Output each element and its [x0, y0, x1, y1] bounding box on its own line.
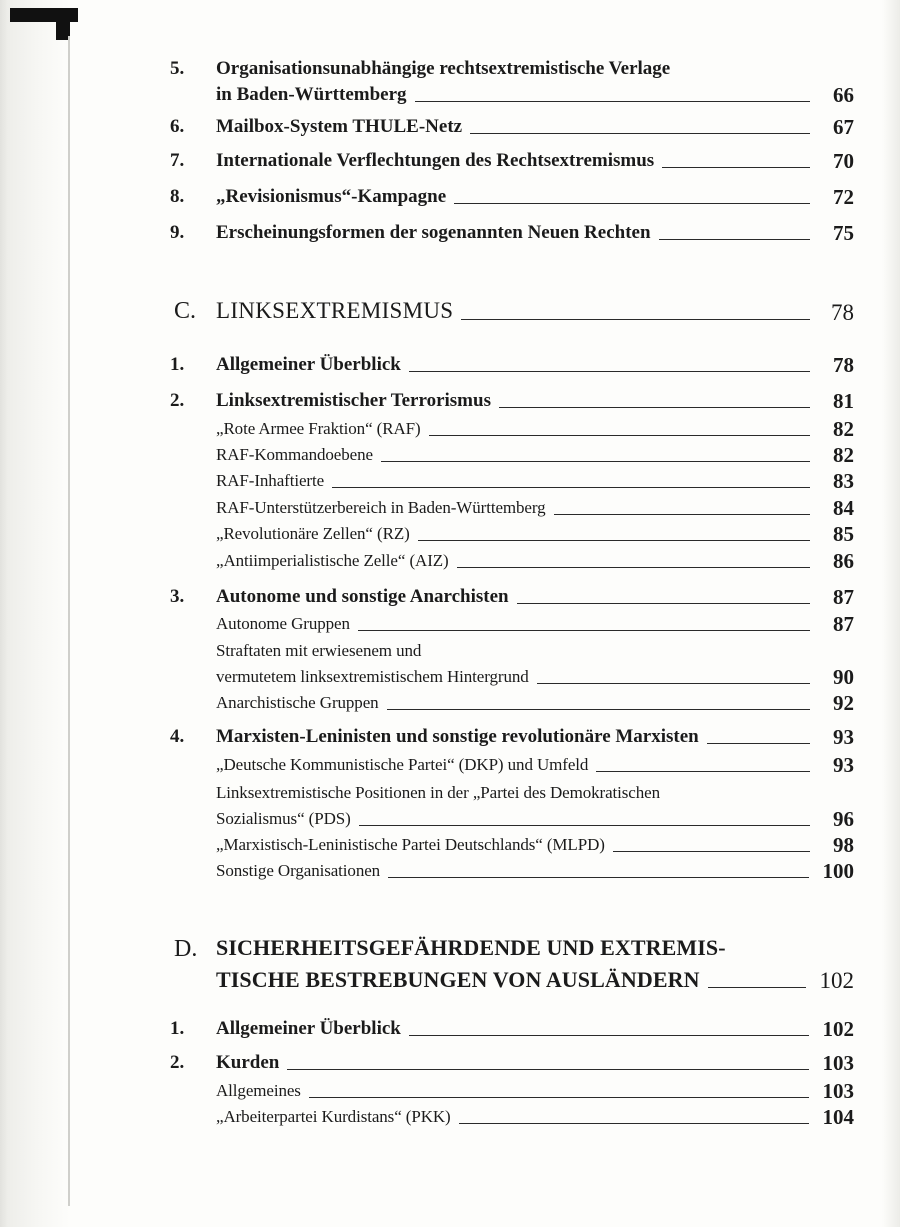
toc-entry-page-number: 66 [833, 83, 854, 107]
toc-entry-title: Linksextremistischer Terrorismus [216, 390, 491, 411]
toc-entry-page-number: 78 [833, 353, 854, 377]
toc-entry-number: 6. [170, 116, 185, 137]
toc-entry-page-number: 84 [833, 496, 854, 520]
toc-leader-line [659, 239, 810, 240]
toc-entry-title-line1: Organisationsunabhängige rechtsextremistische Verlage [216, 58, 671, 79]
toc-entry-page-number: 93 [833, 725, 854, 749]
toc-leader-line [461, 319, 810, 320]
toc-entry-title: LINKSEXTREMISMUS [216, 298, 454, 323]
toc-leader-line [409, 371, 810, 372]
toc-entry-page-number: 85 [833, 522, 854, 546]
toc-entry-page-number: 83 [833, 469, 854, 493]
toc-entry-title: vermutetem linksextremistischem Hintergrund [216, 667, 529, 686]
toc-entry-page-number: 102 [819, 968, 854, 993]
toc-entry-page-number: 93 [833, 753, 854, 777]
toc-entry-title: Autonome und sonstige Anarchisten [216, 586, 509, 607]
toc-entry-page-number: 87 [833, 612, 854, 636]
toc-leader-line [662, 167, 810, 168]
toc-leader-line [309, 1097, 809, 1098]
toc-entry-number: 2. [170, 390, 185, 411]
toc-entry-number: 4. [170, 726, 185, 747]
toc-entry-number: 8. [170, 186, 185, 207]
toc-entry-title: in Baden-Württemberg [216, 84, 407, 105]
toc-entry-title-line1: SICHERHEITSGEFÄHRDENDE UND EXTREMIS- [216, 935, 726, 960]
toc-leader-line [554, 514, 810, 515]
toc-entry-title: Sozialismus“ (PDS) [216, 809, 351, 828]
toc-entry-title: „Rote Armee Fraktion“ (RAF) [216, 419, 421, 438]
toc-entry-page-number: 98 [833, 833, 854, 857]
toc-entry-page-number: 75 [833, 221, 854, 245]
toc-entry-page-number: 86 [833, 549, 854, 573]
toc-entry-title: RAF-Kommandoebene [216, 445, 373, 464]
toc-entry-title: „Revolutionäre Zellen“ (RZ) [216, 524, 410, 543]
toc-leader-line [387, 709, 810, 710]
toc-leader-line [459, 1123, 809, 1124]
toc-entry-title: Sonstige Organisationen [216, 861, 381, 880]
toc-entry-page-number: 78 [831, 300, 854, 325]
toc-leader-line [409, 1035, 809, 1036]
toc-entry-number: 1. [170, 354, 185, 375]
toc-entry-title-line1: Linksextremistische Positionen in der „Partei des Demokratischen [216, 783, 660, 802]
toc-leader-line [388, 877, 808, 878]
toc-leader-line [537, 683, 810, 684]
toc-entry-number: 1. [170, 1018, 185, 1039]
toc-entry-title: „Revisionismus“-Kampagne [216, 186, 447, 207]
toc-entry-page-number: 90 [833, 665, 854, 689]
toc-entry-number: 5. [170, 58, 185, 79]
toc-leader-line [381, 461, 810, 462]
toc-leader-line [429, 435, 810, 436]
toc-leader-line [454, 203, 810, 204]
toc-entry-page-number: 87 [833, 585, 854, 609]
toc-entry-title: Allgemeiner Überblick [216, 354, 401, 375]
toc-entry-title: „Deutsche Kommunistische Partei“ (DKP) und Umfeld [216, 755, 589, 774]
toc-entry-title: Anarchistische Gruppen [216, 693, 379, 712]
toc-entry-title: Marxisten-Leninisten und sonstige revolutionäre Marxisten [216, 726, 699, 747]
toc-entry-page-number: 92 [833, 691, 854, 715]
toc-entry-title: „Arbeiterpartei Kurdistans“ (PKK) [216, 1107, 451, 1126]
toc-entry-title: Kurden [216, 1052, 280, 1073]
toc-entry-title: TISCHE BESTREBUNGEN VON AUSLÄNDERN [216, 967, 700, 992]
toc-leader-line [359, 825, 810, 826]
toc-entry-page-number: 70 [833, 149, 854, 173]
toc-leader-line [517, 603, 810, 604]
toc-entry-page-number: 104 [822, 1105, 854, 1129]
toc-leader-line [470, 133, 810, 134]
toc-entry-number: 9. [170, 222, 185, 243]
toc-entry-title: Erscheinungsformen der sogenannten Neuen Rechten [216, 222, 651, 243]
toc-leader-line [332, 487, 810, 488]
toc-leader-line [358, 630, 810, 631]
toc-leader-line [499, 407, 810, 408]
toc-leader-line [707, 743, 810, 744]
toc-entry-title: Allgemeiner Überblick [216, 1018, 401, 1039]
toc-entry-title: Internationale Verflechtungen des Rechtsextremismus [216, 150, 655, 171]
toc-entry-number: 7. [170, 150, 185, 171]
toc-entry-title: RAF-Inhaftierte [216, 471, 325, 490]
toc-entry-number: 2. [170, 1052, 185, 1073]
toc-entry-page-number: 81 [833, 389, 854, 413]
toc-leader-line [613, 851, 810, 852]
toc-leader-line [596, 771, 810, 772]
toc-entry-page-number: 103 [822, 1051, 854, 1075]
toc-leader-line [457, 567, 810, 568]
toc-entry-page-number: 96 [833, 807, 854, 831]
toc-entry-title: „Antiimperialistische Zelle“ (AIZ) [216, 551, 449, 570]
toc-entry-page-number: 72 [833, 185, 854, 209]
toc-leader-line [415, 101, 810, 102]
toc-entry-title: Allgemeines [216, 1081, 301, 1100]
toc-entry-page-number: 103 [822, 1079, 854, 1103]
toc-entry-page-number: 100 [822, 859, 854, 883]
toc-entry-page-number: 67 [833, 115, 854, 139]
toc-entry-number: 3. [170, 586, 185, 607]
toc-entry-page-number: 82 [833, 417, 854, 441]
toc-entry-title: Mailbox-System THULE-Netz [216, 116, 463, 137]
toc-entry-page-number: 82 [833, 443, 854, 467]
toc-entry-page-number: 102 [822, 1017, 854, 1041]
toc-entry-title: „Marxistisch-Leninistische Partei Deutschlands“ (MLPD) [216, 835, 605, 854]
toc-leader-line [708, 987, 806, 988]
toc-leader-line [287, 1069, 808, 1070]
toc-entry-title: RAF-Unterstützerbereich in Baden-Württemberg [216, 498, 546, 517]
toc-entry-number: D. [174, 936, 198, 962]
toc-entry-title-line1: Straftaten mit erwiesenem und [216, 641, 422, 660]
toc-entry-title: Autonome Gruppen [216, 614, 350, 633]
toc-leader-line [418, 540, 810, 541]
toc-entry-number: C. [174, 298, 197, 324]
